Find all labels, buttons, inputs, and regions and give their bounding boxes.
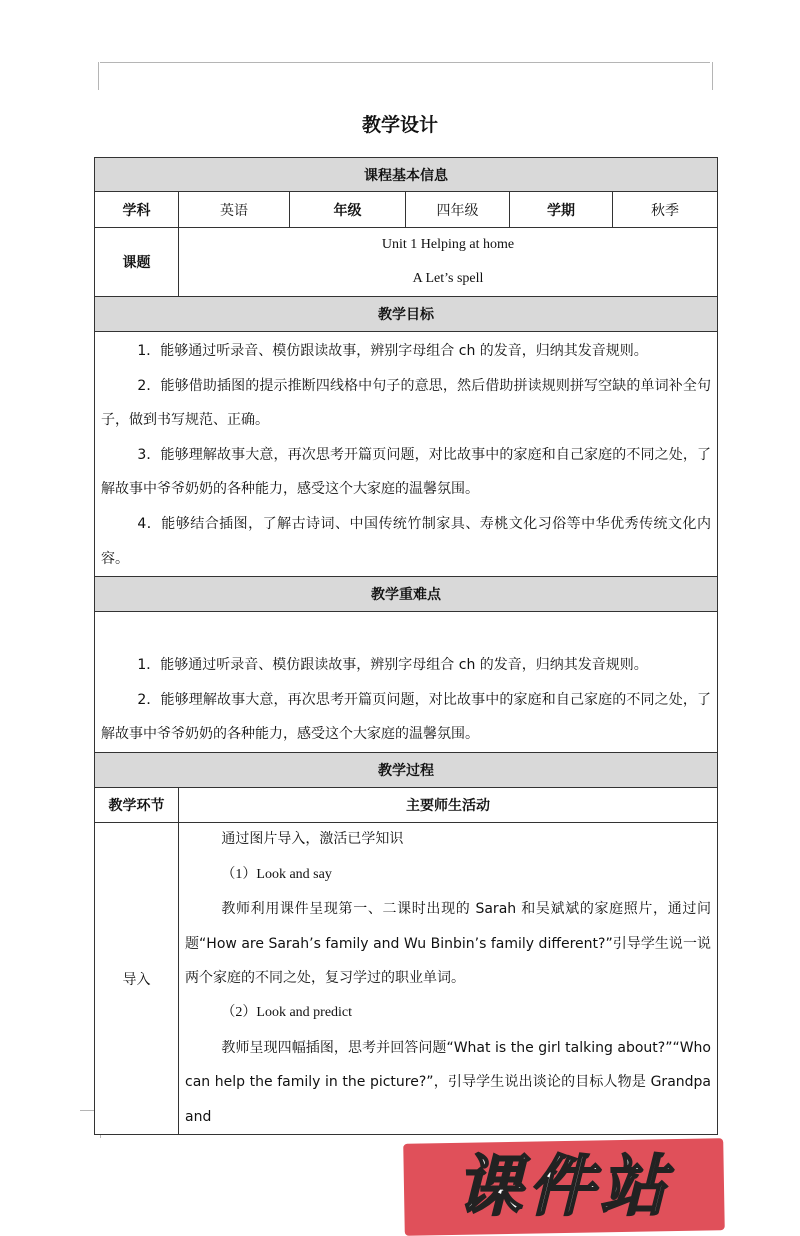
process-paragraph: （1）Look and say [221,866,332,882]
topic-row [95,228,717,297]
stage-name: 导入 [95,823,179,1134]
stage-column-header: 教学环节 [95,788,179,822]
process-paragraph: 教师利用课件呈现第一、二课时出现的 Sarah 和吴斌斌的家庭照片，通过问题“How are Sarah’s family and Wu Binbin’s family different?”引导学生说一说两个家庭的不同之处，复习学过的职业单词。 [185,901,711,987]
objectives-header-row [95,297,717,332]
term-label: 学期 [510,192,613,227]
topic-value [179,228,717,296]
objective-item: 1．能够通过听录音、模仿跟读故事，辨别字母组合 ch 的发音，归纳其发音规则。 [137,343,648,359]
key-points-row [95,612,717,753]
topic-line-2: A Let’s spell [412,271,484,286]
basic-info-header: 课程基本信息 [95,158,717,191]
activities-column-header: 主要师生活动 [406,797,490,814]
watermark [404,1141,724,1233]
process-paragraph: 教师呈现四幅插图，思考并回答问题“What is the girl talking about?”“Who can help the family in the picture?”，引导学生说出谈论的目标人物是 Grandpa and [185,1039,711,1125]
key-points-header: 教学重难点 [95,577,717,611]
subject-value: 英语 [179,192,290,227]
grade-label: 年级 [290,192,406,227]
term-value: 秋季 [651,202,679,219]
process-columns-row [95,788,717,823]
objectives-header: 教学目标 [95,297,717,331]
basic-info-row [95,192,717,228]
objectives-content [95,332,717,576]
process-paragraph: （2）Look and predict [221,1004,353,1020]
process-header: 教学过程 [95,753,717,787]
topic-line-1: Unit 1 Helping at home [381,237,515,252]
lesson-plan-table [94,157,718,1135]
watermark-logo-text: 课件站 [456,1148,672,1226]
objective-item: 4．能够结合插图，了解古诗词、中国传统竹制家具、寿桃文化习俗等中华优秀传统文化内容。 [101,515,711,567]
key-points-header-row [95,577,717,612]
process-content [179,823,717,1134]
document-title: 教学设计 [361,114,438,136]
crop-mark-top-left [98,62,99,90]
objective-item: 3．能够理解故事大意，再次思考开篇页问题，对比故事中的家庭和自己家庭的不同之处，了解故事中爷爷奶奶的各种能力，感受这个大家庭的温馨氛围。 [101,446,711,498]
key-points-content [95,612,717,752]
page-top-margin-line [100,62,710,63]
grade-value: 四年级 [406,192,510,227]
key-point-item: 1．能够通过听录音、模仿跟读故事，辨别字母组合 ch 的发音，归纳其发音规则。 [137,657,648,674]
process-paragraph: 通过图片导入，激活已学知识 [221,831,404,847]
basic-info-header-row [95,158,717,192]
subject-label: 学科 [95,192,179,227]
process-row [95,823,717,1134]
objective-item: 2．能够借助插图的提示推断四线格中句子的意思，然后借助拼读规则拼写空缺的单词补全句子，做到书写规范、正确。 [101,377,711,429]
document-body [94,157,718,1233]
topic-label: 课题 [95,228,179,296]
objectives-row [95,332,717,577]
process-header-row [95,753,717,788]
key-point-item: 2．能够理解故事大意，再次思考开篇页问题，对比故事中的家庭和自己家庭的不同之处，了解故事中爷爷奶奶的各种能力，感受这个大家庭的温馨氛围。 [101,691,711,743]
crop-mark-top-right [712,62,713,90]
